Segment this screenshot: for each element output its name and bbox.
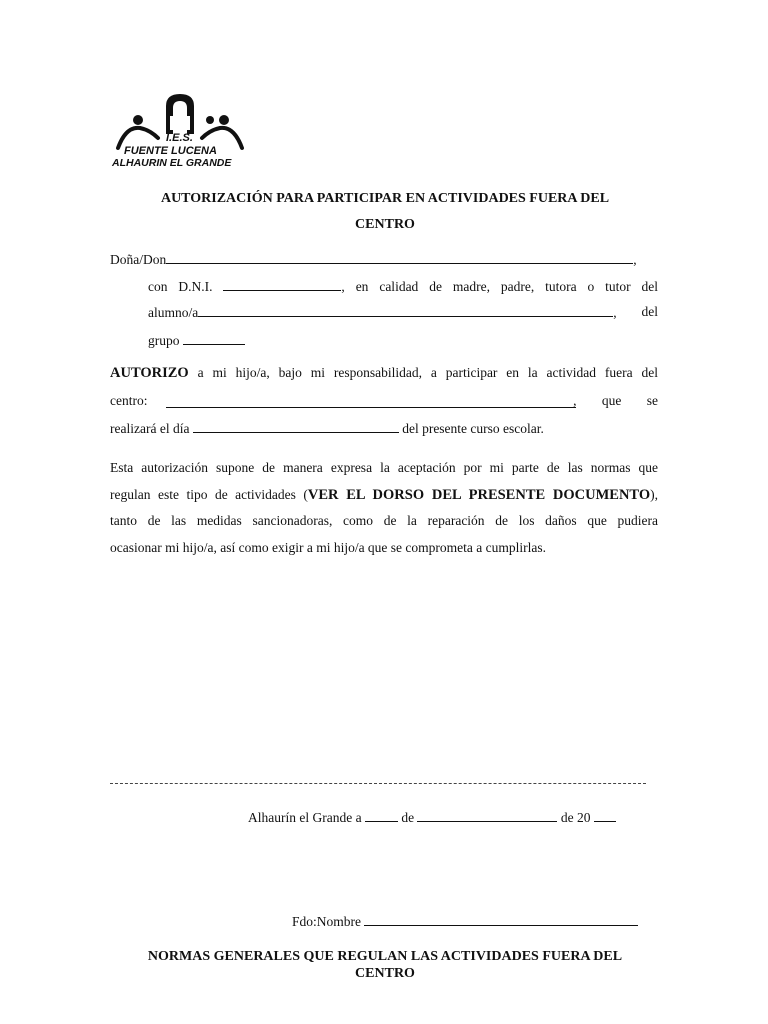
paragraph-line-4: ocasionar mi hijo/a, así como exigir a mi hijo/a que se comprometa a cumplirlas.	[110, 539, 547, 555]
rules-heading	[110, 948, 660, 982]
logo-text-ies: I.E.S.	[166, 132, 193, 144]
alumno-row: alumno/a , del	[148, 304, 658, 320]
paragraph-line-2-post: ),	[650, 486, 658, 502]
school-logo	[110, 92, 250, 170]
realizara-label: realizará el día	[110, 421, 190, 436]
logo-text-school-name: FUENTE LUCENA	[124, 145, 217, 157]
year-blank[interactable]	[594, 809, 616, 822]
grupo-row	[148, 332, 245, 349]
rules-heading-line-2: CENTRO	[355, 966, 415, 981]
centro-label: centro:	[110, 393, 148, 408]
autorizo-line-3	[110, 420, 544, 437]
dona-don-row: Doña/Don ,	[110, 252, 637, 267]
fdo-label: Fdo:Nombre	[292, 914, 361, 929]
grupo-label: grupo	[148, 333, 180, 348]
grupo-blank[interactable]	[183, 332, 245, 345]
logo-text-town: ALHAURIN EL GRANDE	[112, 157, 232, 169]
alumno-label: alumno/a	[148, 305, 199, 320]
del-label: del	[641, 304, 658, 319]
de-label-1: de	[401, 810, 415, 825]
signature-blank[interactable]	[364, 913, 638, 926]
day-blank[interactable]	[365, 809, 398, 822]
name-blank[interactable]	[166, 251, 633, 264]
date-blank[interactable]	[193, 420, 399, 433]
dni-row	[148, 278, 658, 295]
paragraph-line-2	[110, 482, 658, 509]
title-line-2: CENTRO	[355, 217, 415, 232]
alumno-blank[interactable]	[198, 304, 613, 317]
document-title	[120, 186, 650, 238]
autorizo-line-1	[110, 365, 658, 382]
paragraph-line-3: tanto de las medidas sancionadoras, como de la reparación de los daños que pudiera	[110, 513, 658, 528]
rules-heading-line-1: NORMAS GENERALES QUE REGULAN LAS ACTIVIDADES FUERA DEL	[147, 949, 623, 964]
curso-text: del presente curso escolar.	[402, 421, 544, 436]
autorizo-text: a mi hijo/a, bajo mi responsabilidad, a participar en la actividad fuera del	[197, 365, 659, 380]
place-label: Alhaurín el Grande a	[248, 810, 362, 825]
paragraph-line-2-pre: regulan este tipo de actividades (	[110, 486, 308, 502]
autorizo-bold: AUTORIZO	[110, 365, 189, 381]
autorizo-line-2	[110, 393, 658, 409]
dni-blank[interactable]	[223, 278, 341, 291]
ver-dorso-bold: VER EL DORSO DEL PRESENTE DOCUMENTO	[307, 486, 651, 503]
activity-blank[interactable]	[166, 395, 576, 408]
paragraph-line-1: Esta autorización supone de manera expresa la aceptación por mi parte de las normas que	[110, 460, 658, 475]
dni-suffix-text: , en calidad de madre, padre, tutora o tutor del	[341, 279, 659, 294]
month-blank[interactable]	[417, 809, 557, 822]
signature-row	[292, 913, 638, 930]
que-se-text: , que se	[573, 393, 658, 408]
dona-don-label: Doña/Don	[110, 252, 167, 267]
cut-line-divider	[110, 783, 646, 784]
de-label-2: de 20	[560, 810, 591, 825]
place-date-row	[248, 809, 616, 826]
dni-label: con D.N.I.	[148, 279, 213, 294]
acceptance-paragraph	[110, 455, 658, 561]
title-line-1: AUTORIZACIÓN PARA PARTICIPAR EN ACTIVIDADES FUERA DEL	[160, 191, 610, 206]
